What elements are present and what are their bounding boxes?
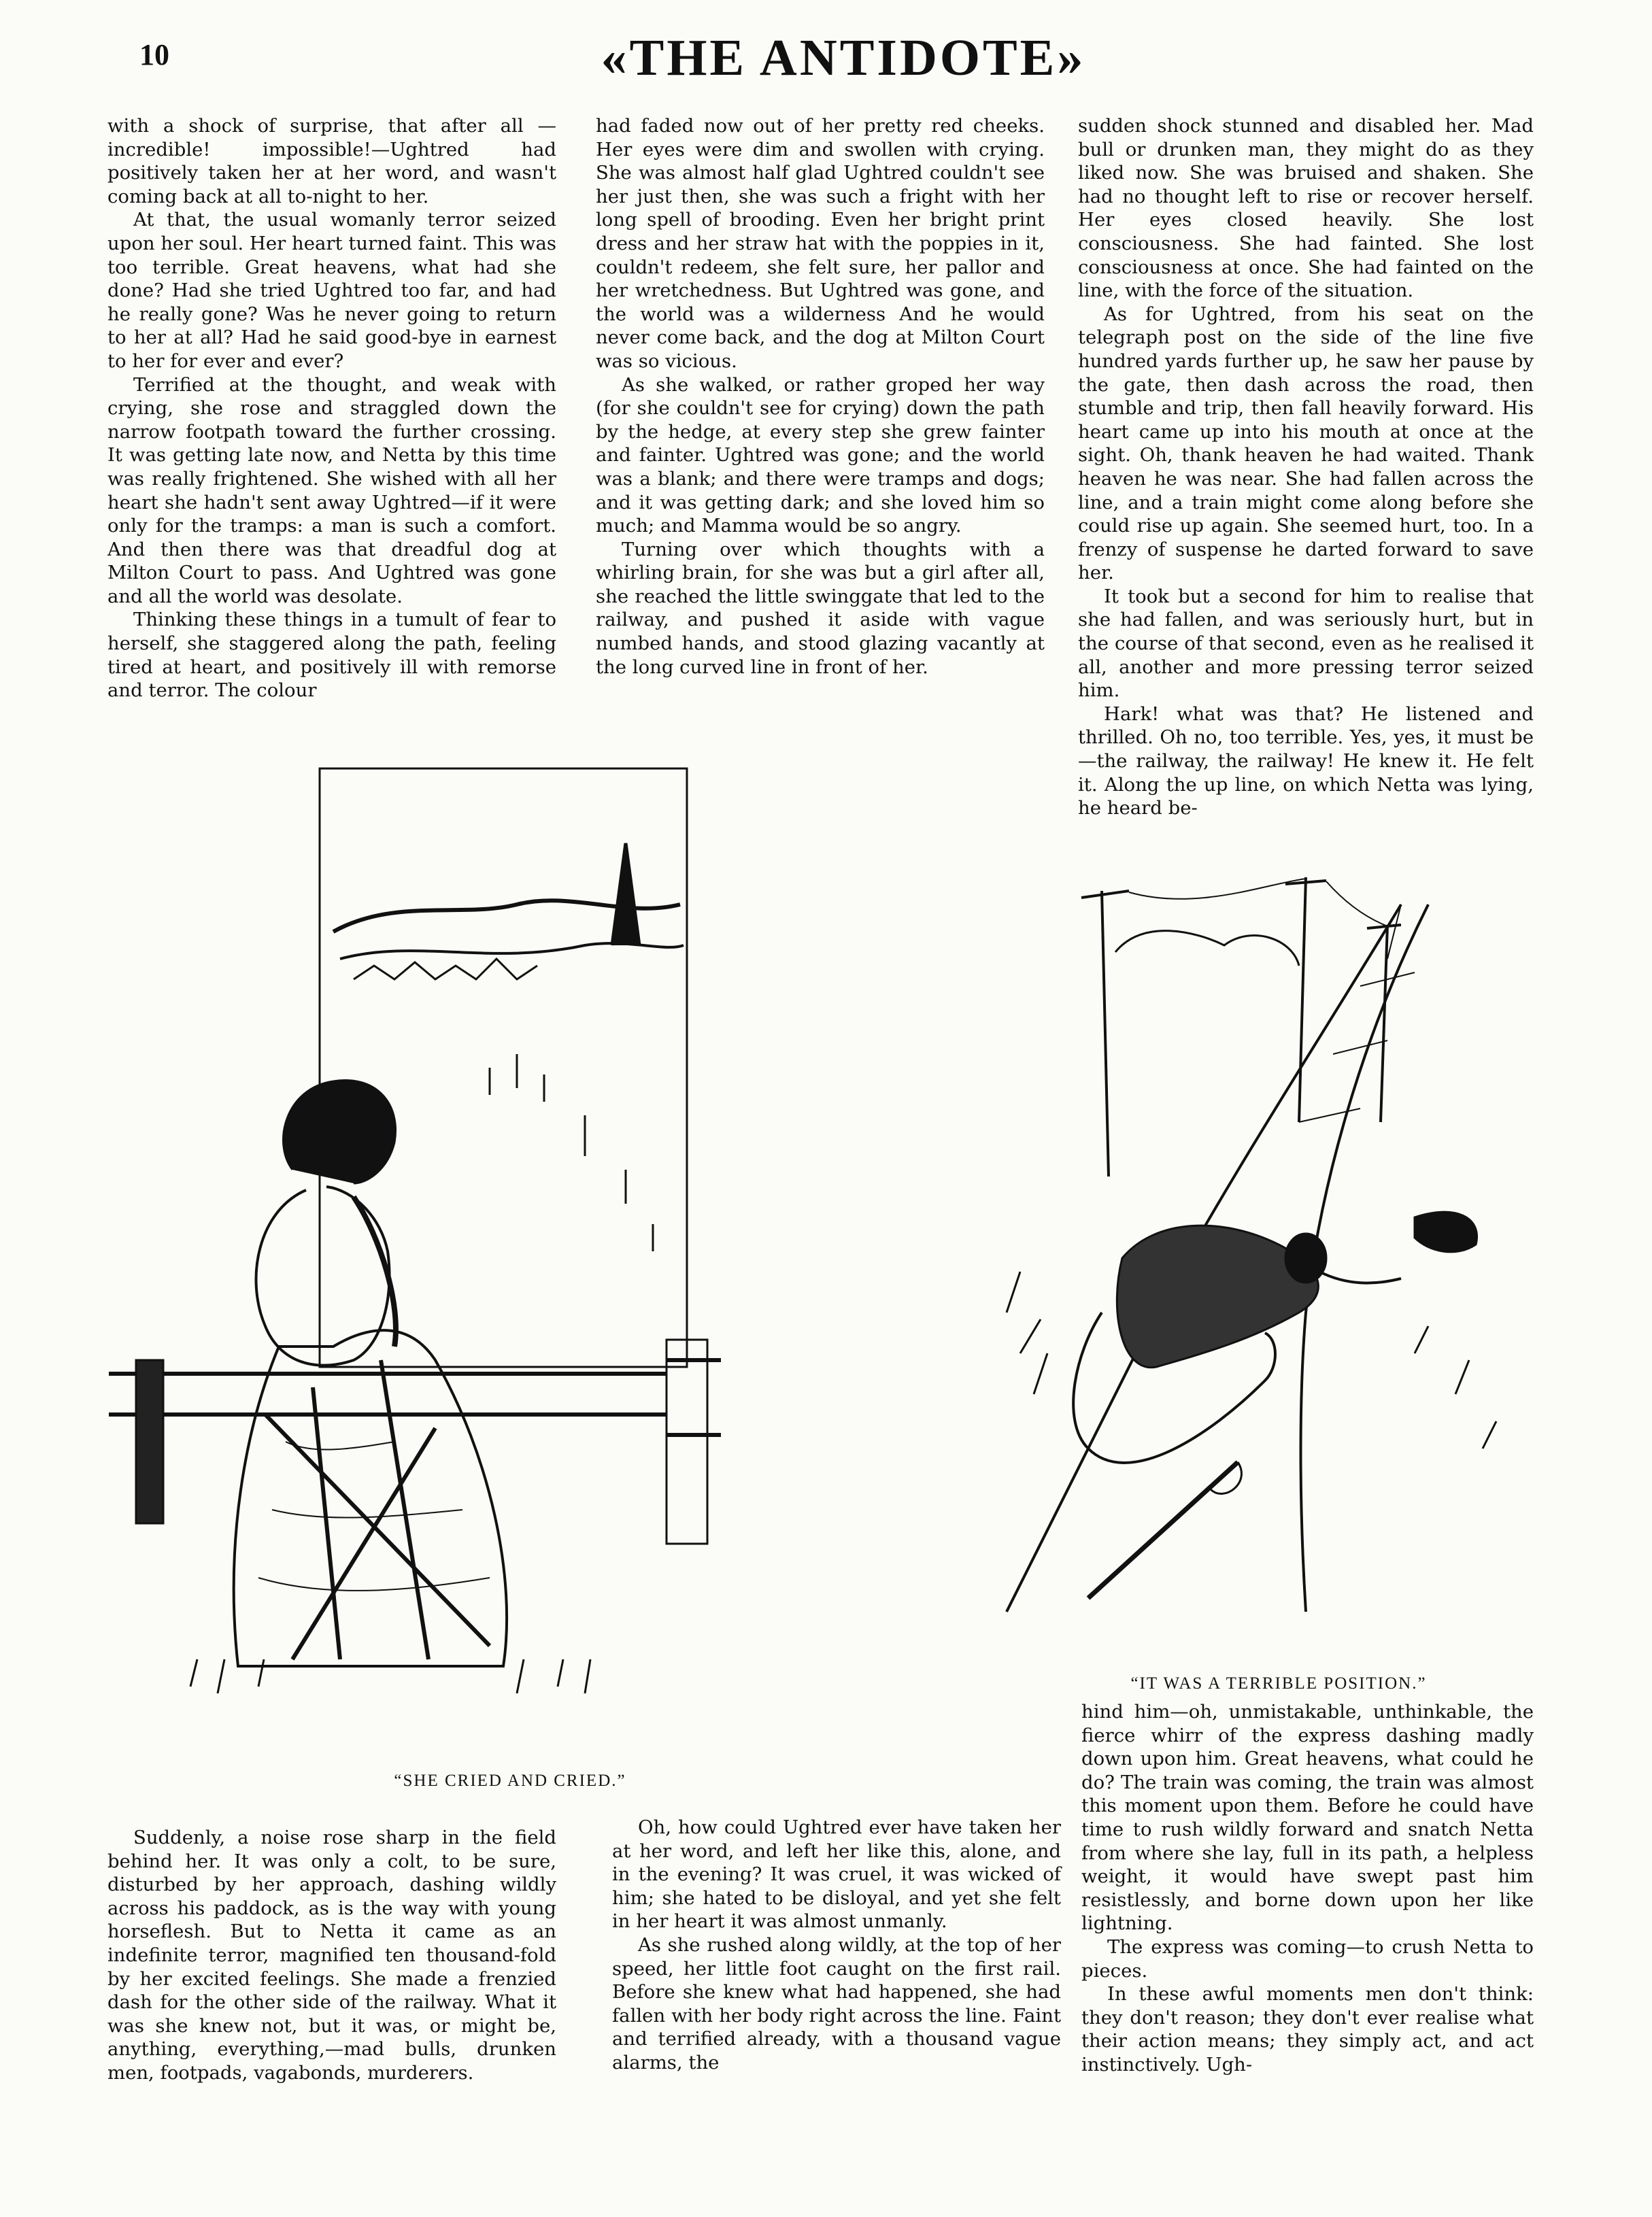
paragraph: As she rushed along wildly, at the top of her speed, her little foot caught on the first rail. Before she knew what had happened, she had fallen with her body right across the line. Faint and terrified already, with a thousand vague alarms, the bbox=[612, 1933, 1061, 2074]
paragraph: Thinking these things in a tumult of fear to herself, she staggered along the path, feeling tired at heart, and positively ill with remorse and terror. The colour bbox=[107, 609, 556, 702]
column-1-bottom bbox=[107, 1826, 556, 2085]
illustration-woman-on-line bbox=[979, 836, 1551, 1632]
paragraph: Turning over which thoughts with a whirling brain, for she was but a girl after all, she reached the little swinggate that led to the railway, and pushed it aside with vague numbed hands, and stood glazing vacantly at the long curved line in front of her. bbox=[596, 538, 1045, 678]
paragraph: with a shock of surprise, that after all —incredible! impossible!—Ughtred had positively taken her at her word, and wasn't coming back at all to-night to her. bbox=[107, 115, 556, 207]
paragraph: Suddenly, a noise rose sharp in the field behind her. It was only a colt, to be sure, disturbed by her approach, dashing wildly across his paddock, as is the way with young horseflesh. But to Netta it came as an indefinite terror, magnified ten thousand-fold by her excited feelings. She made a frenzied dash for the other side of the railway. What it was she knew not, but it was, or might be, anything, everything,—mad bulls, drunken men, footpads, vagabonds, murderers. bbox=[107, 1827, 556, 2084]
paragraph: hind him—oh, unmistakable, unthinkable, the fierce whirr of the express dashing madly down upon him. Great heavens, what could he do? The train was coming, the train was almost this moment upon them. Before he could have time to rush wildly forward and snatch Netta from where she lay, full in its path, a helpless weight, it would have swept past him resistlessly, and borne down upon her like lightning. bbox=[1081, 1701, 1534, 1935]
page-number: 10 bbox=[139, 38, 169, 71]
column-2-top bbox=[596, 114, 1045, 679]
paragraph: The express was coming—to crush Netta to pieces. bbox=[1081, 1935, 1534, 1982]
paragraph: It took but a second for him to realise that she had fallen, and was seriously hurt, but in the course of that second, even as he realised it all, another and more pressing terror seized him. bbox=[1078, 585, 1534, 702]
paragraph: As she walked, or rather groped her way (for she couldn't see for crying) down the path by the hedge, at every step she grew fainter and fainter. Ughtred was gone; and the world was a blank; and there were tramps and dogs; and it was getting dark; and she loved him so much; and Mamma would be so angry. bbox=[596, 373, 1045, 537]
column-3-bottom bbox=[1081, 1700, 1534, 2077]
illustration-caption-left: “SHE CRIED AND CRIED.” bbox=[394, 1772, 626, 1790]
paragraph: Oh, how could Ughtred ever have taken her at her word, and left her like this, alone, and in the evening? It was cruel, it was wicked of him; she hated to be disloyal, and yet she felt in her heart it was almost unmanly. bbox=[612, 1816, 1061, 1933]
illustration-caption-right: “IT WAS A TERRIBLE POSITION.” bbox=[1130, 1674, 1427, 1693]
paragraph: In these awful moments men don't think: they don't reason; they don't ever realise what their action means; they simply act, and act instinctively. Ugh- bbox=[1081, 1983, 1534, 2076]
paragraph: sudden shock stunned and disabled her. Mad bull or drunken man, they might do as they liked now. She was bruised and shaken. She had no thought left to rise or recover herself. Her eyes closed heavily. She lost consciousness. She had fainted. She lost consciousness at once. She had fainted on the line, with the force of the situation. bbox=[1078, 115, 1534, 302]
paragraph: At that, the usual womanly terror seized upon her soul. Her heart turned faint. This was too terrible. Great heavens, what had she done? Had she tried Ughtred too far, and had he really gone? Was he never going to return to her at all? Had he said good-bye in earnest to her for ever and ever? bbox=[107, 209, 556, 372]
paragraph: had faded now out of her pretty red cheeks. Her eyes were dim and swollen with crying. She was almost half glad Ughtred couldn't see her just then, she was such a fright with her long spell of brooding. Even her bright print dress and her straw hat with the poppies in it, couldn't redeem, she felt sure, her pallor and her wretchedness. But Ughtred was gone, and the world was a wilderness And he would never come back, and the dog at Milton Court was so vicious. bbox=[596, 115, 1045, 372]
column-3-top bbox=[1078, 114, 1534, 820]
paragraph: Hark! what was that? He listened and thrilled. Oh no, too terrible. Yes, yes, it must be—the railway, the railway! He knew it. He felt it. Along the up line, on which Netta was lying, he heard be- bbox=[1078, 703, 1534, 819]
paragraph: As for Ughtred, from his seat on the telegraph post on the side of the line five hundred yards further up, he saw her pause by the gate, then dash across the road, then stumble and trip, then fall heavily forward. His heart came up into his mouth at once at the sight. Oh, thank heaven he had waited. Thank heaven he was near. She had fallen across the line, and a train might come along before she could rise up again. She seemed hurt, too. In a frenzy of suspense he darted forward to save her. bbox=[1078, 303, 1534, 584]
column-1-top bbox=[107, 114, 556, 703]
illustration-woman-crying bbox=[109, 762, 1068, 1768]
column-2-bottom bbox=[612, 1816, 1061, 2075]
paragraph: Terrified at the thought, and weak with crying, she rose and straggled down the narrow footpath toward the further crossing. It was getting late now, and Netta by this time was really frightened. She wished with all her heart she hadn't sent away Ughtred—if it were only for the tramps: a man is such a comfort. And then there was that dreadful dog at Milton Court to pass. And Ughtred was gone and all the world was desolate. bbox=[107, 373, 556, 607]
masthead-title: «THE ANTIDOTE» bbox=[601, 29, 1086, 86]
